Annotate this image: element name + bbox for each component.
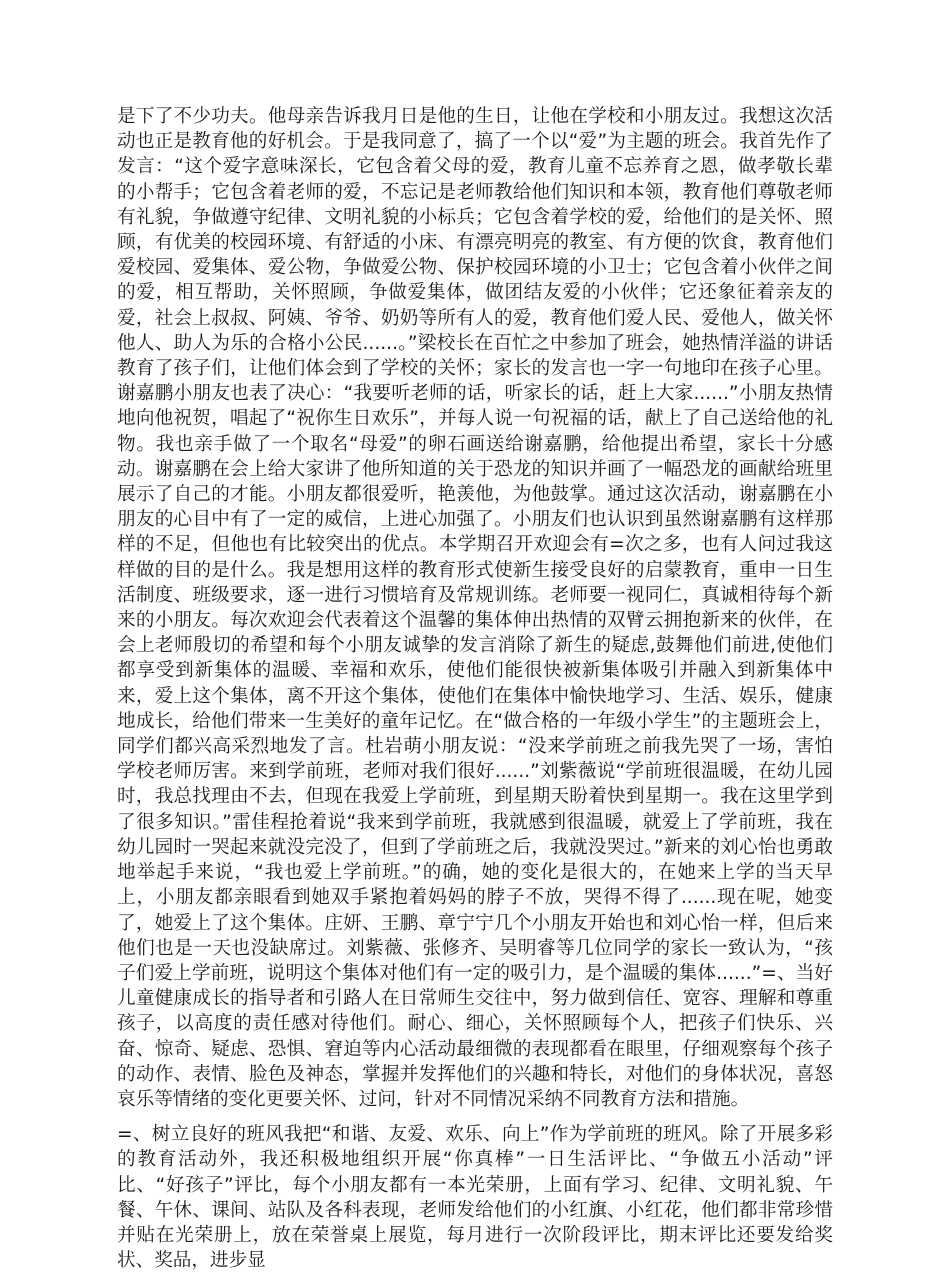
document-body bbox=[117, 104, 833, 1273]
body-paragraph: 是下了不少功夫。他母亲告诉我月日是他的生日，让他在学校和小朋友过。我想这次活动也正是教育他的好机会。于是我同意了，搞了一个以“爱”为主题的班会。我首先作了发言：“这个爱字意味深长，它包含着父母的爱，教育儿童不忘养育之恩，做孝敬长辈的小帮手；它包含着老师的爱，不忘记是老师教给他们知识和本领，教育他们尊敬老师有礼貌，争做遵守纪律、文明礼貌的小标兵；它包含着学校的爱，给他们的是关怀、照顾，有优美的校园环境、有舒适的小床、有漂亮明亮的教室、有方便的饮食，教育他们爱校园、爱集体、爱公物，争做爱公物、保护校园环境的小卫士；它包含着小伙伴之间的爱，相互帮助，关怀照顾，争做爱集体，做团结友爱的小伙伴；它还象征着亲友的爱，社会上叔叔、阿姨、爷爷、奶奶等所有人的爱，教育他们爱人民、爱他人，做关怀他人、助人为乐的合格小公民......。”梁校长在百忙之中参加了班会，她热情洋溢的讲话教育了孩子们，让他们体会到了学校的关怀；家长的发言也一字一句地印在孩子心里。谢嘉鹏小朋友也表了决心：“我要听老师的话，听家长的话，赶上大家......”小朋友热情地向他祝贺，唱起了“祝你生日欢乐”，并每人说一句祝福的话，献上了自己送给他的礼物。我也亲手做了一个取名“母爱”的卵石画送给谢嘉鹏，给他提出希望，家长十分感动。谢嘉鹏在会上给大家讲了他所知道的关于恐龙的知识并画了一幅恐龙的画献给班里展示了自己的才能。小朋友都很爱听，艳羡他，为他鼓掌。通过这次活动，谢嘉鹏在小朋友的心目中有了一定的威信，上进心加强了。小朋友们也认识到虽然谢嘉鹏有这样那样的不足，但他也有比较突出的优点。本学期召开欢迎会有=次之多，也有人问过我这样做的目的是什么。我是想用这样的教育形式使新生接受良好的启蒙教育，重申一日生活制度、班级要求，逐一进行习惯培育及常规训练。老师要一视同仁，真诚相待每个新来的小朋友。每次欢迎会代表着这个温馨的集体伸出热情的双臂云拥抱新来的伙伴，在会上老师殷切的希望和每个小朋友诚挚的发言消除了新生的疑虑,鼓舞他们前进,使他们都享受到新集体的温暖、幸福和欢乐，使他们能很快被新集体吸引并融入到新集体中来，爱上这个集体，离不开这个集体，使他们在集体中愉快地学习、生活、娱乐，健康地成长，给他们带来一生美好的童年记忆。在“做合格的一年级小学生”的主题班会上，同学们都兴高采烈地发了言。杜岩萌小朋友说：“没来学前班之前我先哭了一场，害怕学校老师厉害。来到学前班，老师对我们很好......”刘紫薇说“学前班很温暖，在幼儿园时，我总找理由不去，但现在我爱上学前班，到星期天盼着快到星期一。我在这里学到了很多知识。”雷佳程抢着说“我来到学前班，我就感到很温暖，就爱上了学前班，我在幼儿园时一哭起来就没完没了，但到了学前班之后，我就没哭过。”新来的刘心怡也勇敢地举起手来说，“我也爱上学前班。”的确，她的变化是很大的，在她来上学的当天早上，小朋友都亲眼看到她双手紧抱着妈妈的脖子不放，哭得不得了......现在呢，她变了，她爱上了这个集体。庄妍、王鹏、章宁宁几个小朋友开始也和刘心怡一样，但后来他们也是一天也没缺席过。刘紫薇、张修齐、吴明睿等几位同学的家长一致认为，“孩子们爱上学前班，说明这个集体对他们有一定的吸引力，是个温暖的集体......”=、当好儿童健康成长的指导者和引路人在日常师生交往中，努力做到信任、宽容、理解和尊重孩子，以高度的责任感对待他们。耐心、细心，关怀照顾每个人，把孩子们快乐、兴奋、惊奇、疑虑、恐惧、窘迫等内心活动最细微的表现都看在眼里，仔细观察每个孩子的动作、表情、脸色及神态，掌握并发挥他们的兴趣和特长，对他们的身体状况，喜怒哀乐等情绪的变化更要关怀、过问，针对不同情况采纳不同教育方法和措施。 bbox=[117, 106, 833, 1110]
body-paragraph: =、树立良好的班风我把“和谐、友爱、欢乐、向上”作为学前班的班风。除了开展多彩的教育活动外，我还积极地组织开展“你真棒”一日生活评比、“争做五小活动”评比、“好孩子”评比，每个小朋友都有一本光荣册，上面有学习、纪律、文明礼貌、午餐、午休、课间、站队及各科表现，老师发给他们的小红旗、小红花，他们都非常珍惜并贴在光荣册上，放在荣誉桌上展览，每月进行一次阶段评比，期末评比还要发给奖状、奖品，进步显 bbox=[117, 1124, 833, 1272]
